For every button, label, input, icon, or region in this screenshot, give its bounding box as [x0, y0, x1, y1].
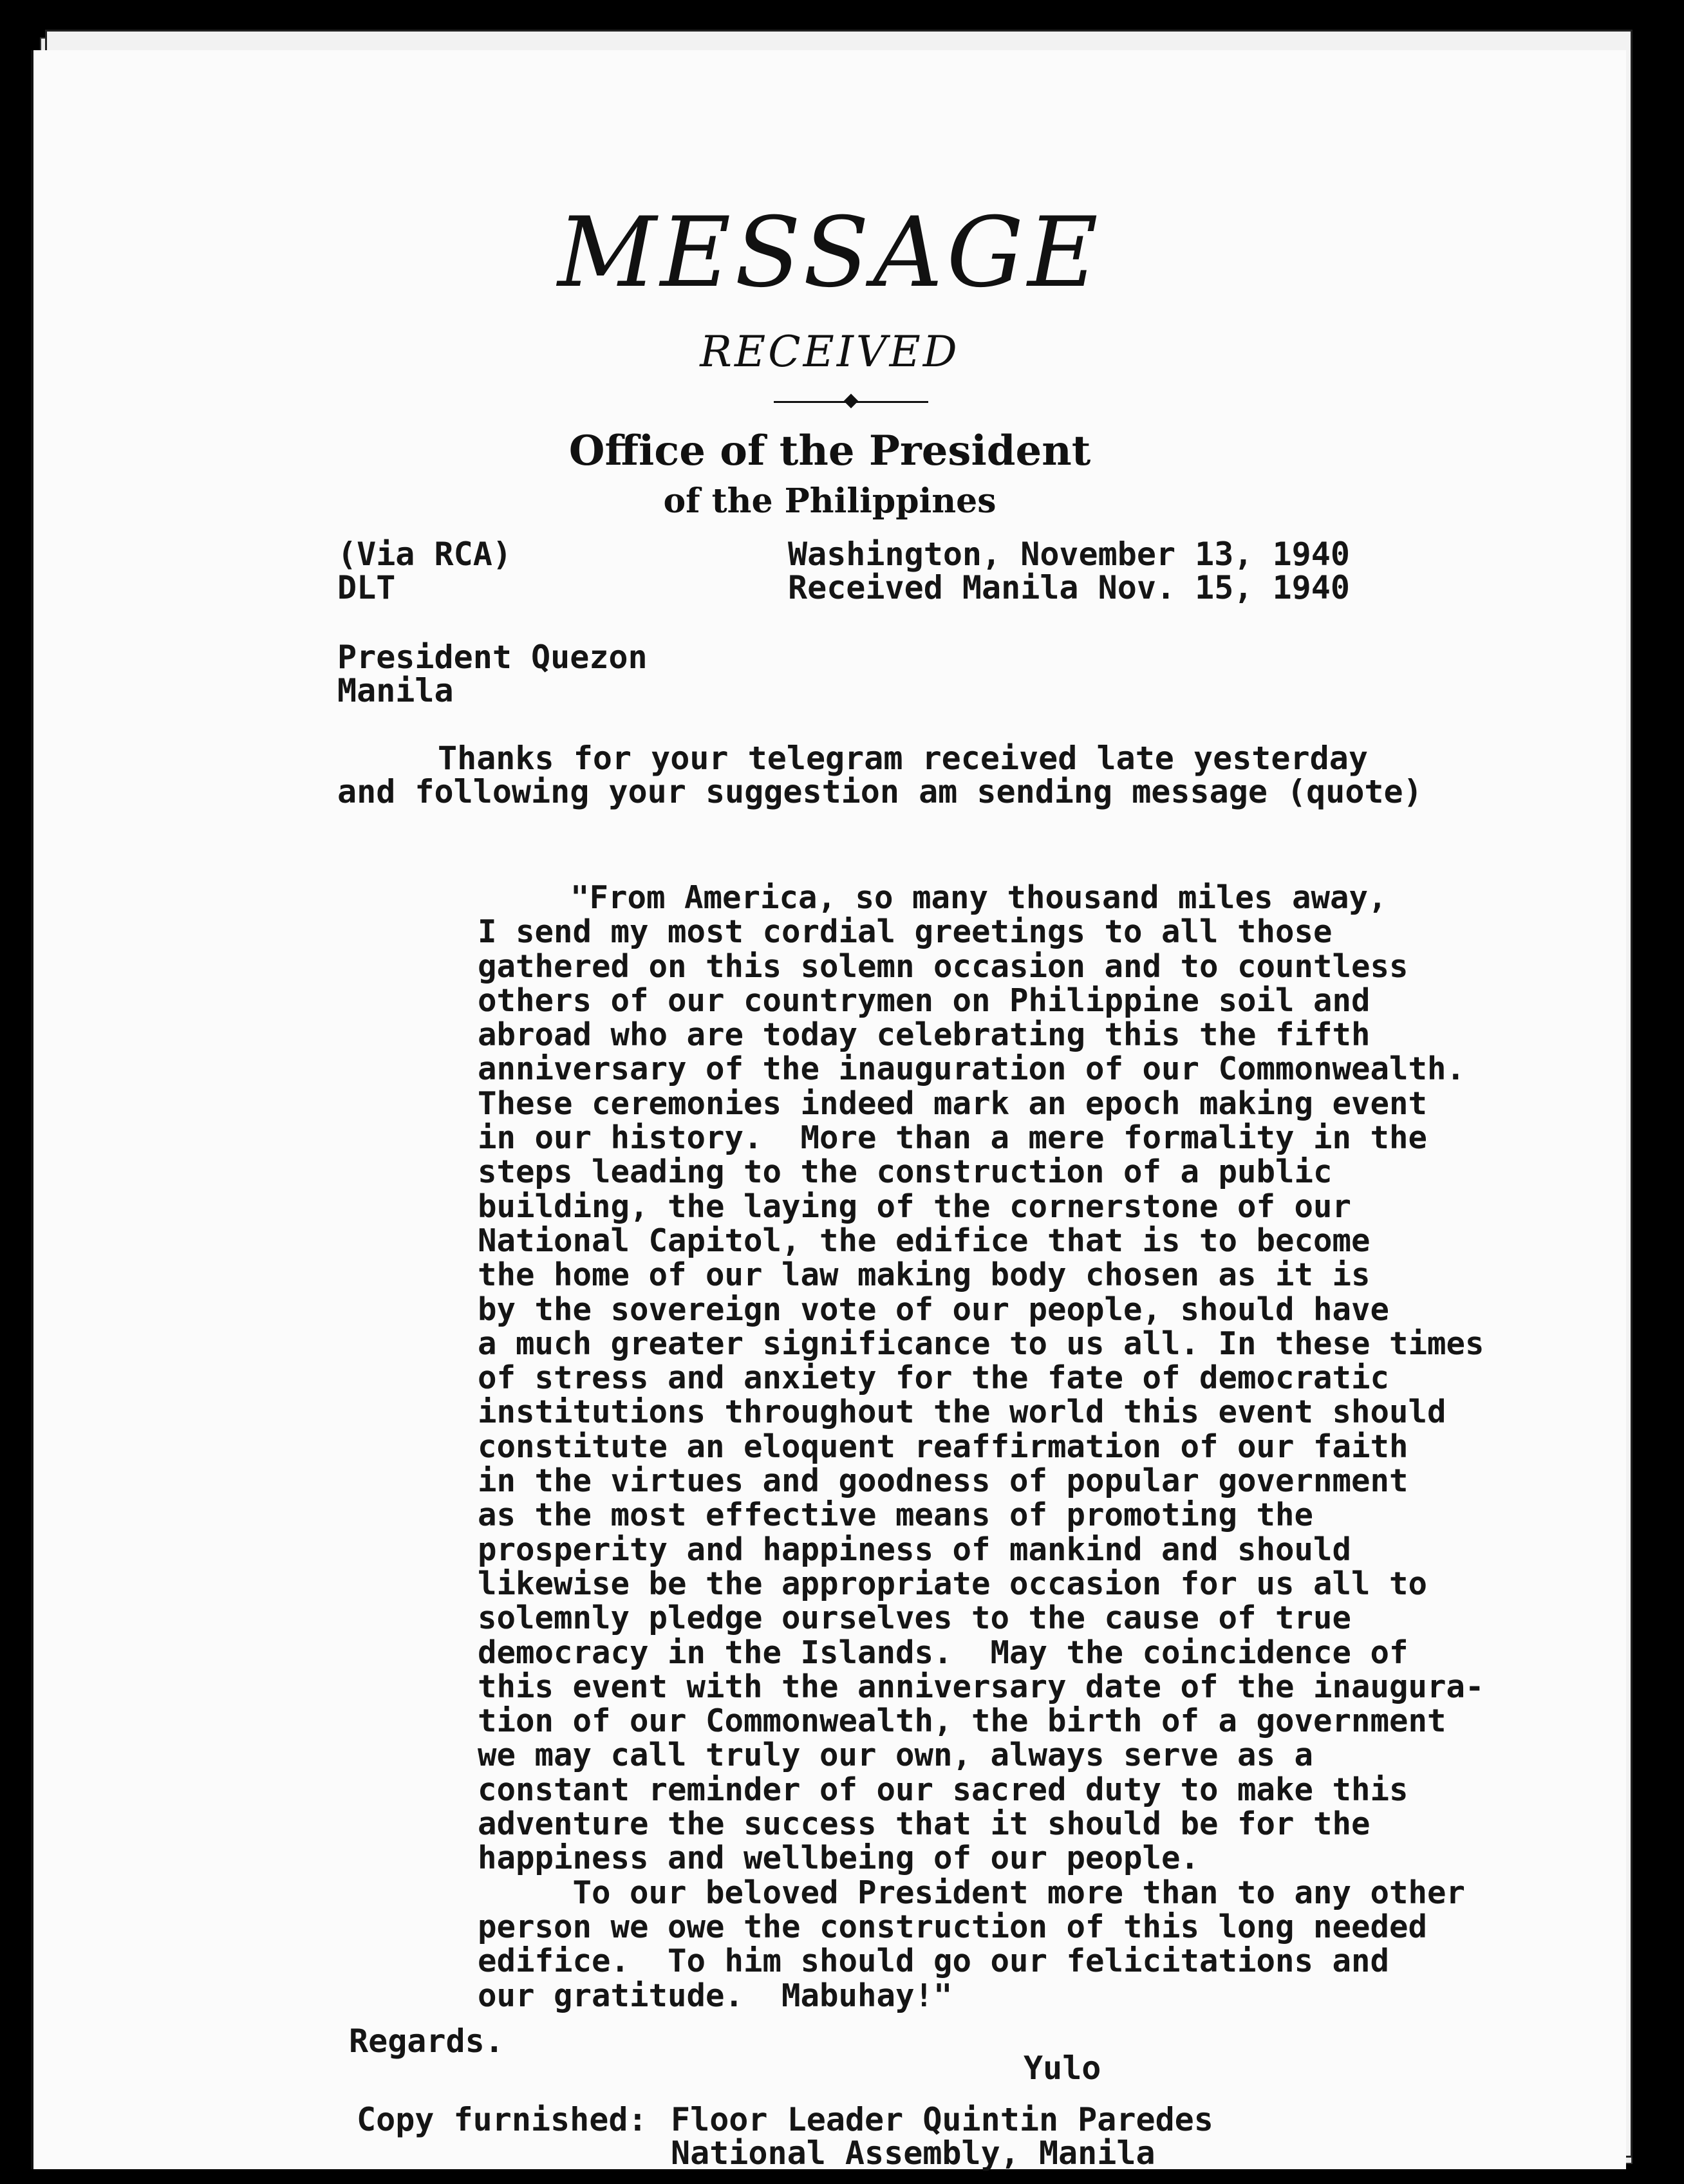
quote-line: tion of our Commonwealth, the birth of a government [478, 1703, 1446, 1740]
quote-line: "From America, so many thousand miles away, [570, 879, 1387, 916]
quote-line: our gratitude. Mabuhay!" [478, 1977, 953, 2014]
telegram-class: DLT [337, 569, 396, 606]
quote-line: we may call truly our own, always serve as a [478, 1737, 1314, 1774]
signature-name: Yulo [1024, 2049, 1101, 2087]
quote-line: I send my most cordial greetings to all those [478, 913, 1333, 951]
quote-line: These ceremonies indeed mark an epoch making event [478, 1085, 1428, 1122]
quote-line: prosperity and happiness of mankind and should [478, 1531, 1352, 1568]
intro-line-1: Thanks for your telegram received late yesterday [438, 740, 1368, 777]
quote-line: democracy in the Islands. May the coincidence of [478, 1634, 1408, 1671]
quote-line: happiness and wellbeing of our people. [478, 1840, 1200, 1877]
quote-line: in our history. More than a mere formality in the [478, 1119, 1428, 1157]
quote-line: as the most effective means of promoting the [478, 1497, 1314, 1534]
origin-date: Washington, November 13, 1940 [788, 536, 1350, 573]
addressee-city: Manila [337, 672, 454, 709]
copy-furnished-address: National Assembly, Manila [671, 2134, 1155, 2172]
quote-line: anniversary of the inauguration of our Commonwealth. [478, 1050, 1466, 1088]
copy-furnished-recipient: Floor Leader Quintin Paredes [671, 2101, 1213, 2138]
letterhead-title: MESSAGE [557, 197, 1102, 309]
quote-line: others of our countrymen on Philippine soil and [478, 982, 1371, 1019]
copy-furnished-label: Copy furnished: [357, 2101, 648, 2138]
quote-line: in the virtues and goodness of popular government [478, 1462, 1408, 1500]
quote-line: of stress and anxiety for the fate of democratic [478, 1359, 1390, 1397]
quote-line: constitute an eloquent reaffirmation of our faith [478, 1428, 1408, 1465]
quote-line: To our beloved President more than to any other [478, 1874, 1466, 1911]
quote-line: the home of our law making body chosen as it is [478, 1256, 1371, 1294]
quote-line: constant reminder of our sacred duty to make this [478, 1771, 1408, 1808]
letterhead-office: Office of the President [568, 427, 1091, 475]
quote-line: by the sovereign vote of our people, should have [478, 1291, 1390, 1328]
quote-line: building, the laying of the cornerstone of our [478, 1188, 1352, 1225]
quote-line: person we owe the construction of this long needed [478, 1908, 1428, 1945]
quote-line: this event with the anniversary date of the inaugura- [478, 1668, 1484, 1705]
quote-line: abroad who are today celebrating this the fifth [478, 1016, 1371, 1054]
telegram-page [31, 50, 1626, 2172]
received-date: Received Manila Nov. 15, 1940 [788, 569, 1350, 606]
letterhead-country: of the Philippines [663, 481, 996, 521]
quote-line: gathered on this solemn occasion and to countless [478, 947, 1408, 985]
quoted-message [478, 881, 1484, 2013]
via-line: (Via RCA) [337, 536, 512, 573]
letterhead-divider-ornament [844, 394, 859, 409]
quote-line: likewise be the appropriate occasion for us all to [478, 1565, 1428, 1602]
quote-line: solemnly pledge ourselves to the cause of true [478, 1600, 1352, 1637]
closing-regards: Regards. [349, 2022, 504, 2060]
quote-line: adventure the success that it should be for the [478, 1806, 1371, 1843]
quote-line: institutions throughout the world this event should [478, 1394, 1446, 1431]
letterhead-subtitle: RECEIVED [700, 327, 960, 377]
intro-line-2: and following your suggestion am sending message (quote) [337, 773, 1423, 810]
quote-line: National Capitol, the edifice that is to become [478, 1222, 1371, 1259]
addressee-name: President Quezon [337, 639, 648, 676]
quote-line: a much greater significance to us all. In these times [478, 1325, 1484, 1362]
quote-line: edifice. To him should go our felicitations and [478, 1943, 1390, 1980]
quote-line: steps leading to the construction of a public [478, 1153, 1333, 1191]
